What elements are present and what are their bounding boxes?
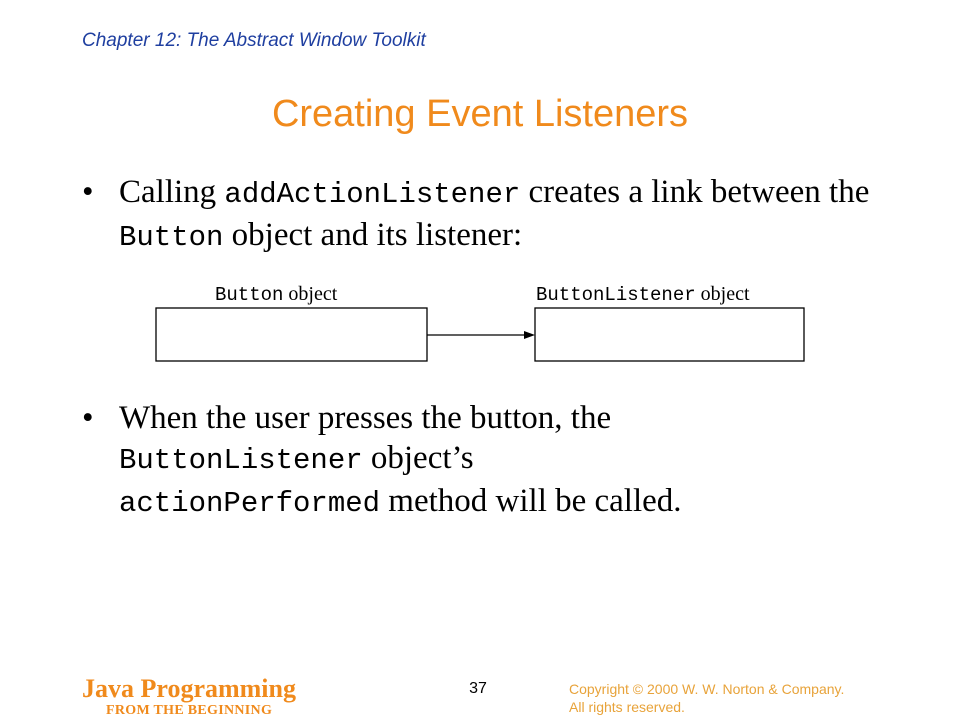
bullet-marker: • xyxy=(82,400,94,436)
chapter-heading: Chapter 12: The Abstract Window Toolkit xyxy=(82,30,426,51)
page-number: 37 xyxy=(469,680,487,697)
button-object-box xyxy=(156,308,427,361)
listener-object-box xyxy=(535,308,804,361)
text-run: object’s xyxy=(362,440,474,476)
code-run: ButtonListener xyxy=(119,444,363,477)
slide-title: Creating Event Listeners xyxy=(271,93,689,135)
bullet-marker: • xyxy=(82,174,94,210)
text-run: object xyxy=(288,283,338,305)
bullet-text-2 xyxy=(119,398,899,524)
text-run: Calling xyxy=(119,174,225,210)
text-run: method will be called. xyxy=(380,483,682,519)
bullet-item-1 xyxy=(82,172,902,252)
text-run: When the user presses the button, the xyxy=(119,400,612,436)
arrow-head-icon xyxy=(524,331,535,339)
text-run: object xyxy=(700,283,750,305)
code-run: ButtonListener xyxy=(536,284,696,306)
copyright-line: All rights reserved. xyxy=(569,699,685,715)
footer-subtitle: FROM THE BEGINNING xyxy=(106,703,273,718)
code-run: actionPerformed xyxy=(119,487,381,520)
listener-object-label xyxy=(536,283,750,306)
footer-brand: Java Programming xyxy=(82,674,296,703)
text-run: creates a link between the xyxy=(520,174,870,210)
bullet-item-2 xyxy=(82,398,902,518)
text-run: object and its listener: xyxy=(223,217,523,253)
listener-link-diagram xyxy=(140,278,820,374)
copyright-notice xyxy=(569,680,844,716)
code-run: addActionListener xyxy=(224,178,521,211)
button-object-label xyxy=(215,283,337,306)
bullet-text-1 xyxy=(119,172,899,258)
code-run: Button xyxy=(215,284,284,306)
copyright-line: Copyright © 2000 W. W. Norton & Company. xyxy=(569,681,845,697)
code-run: Button xyxy=(119,221,224,254)
